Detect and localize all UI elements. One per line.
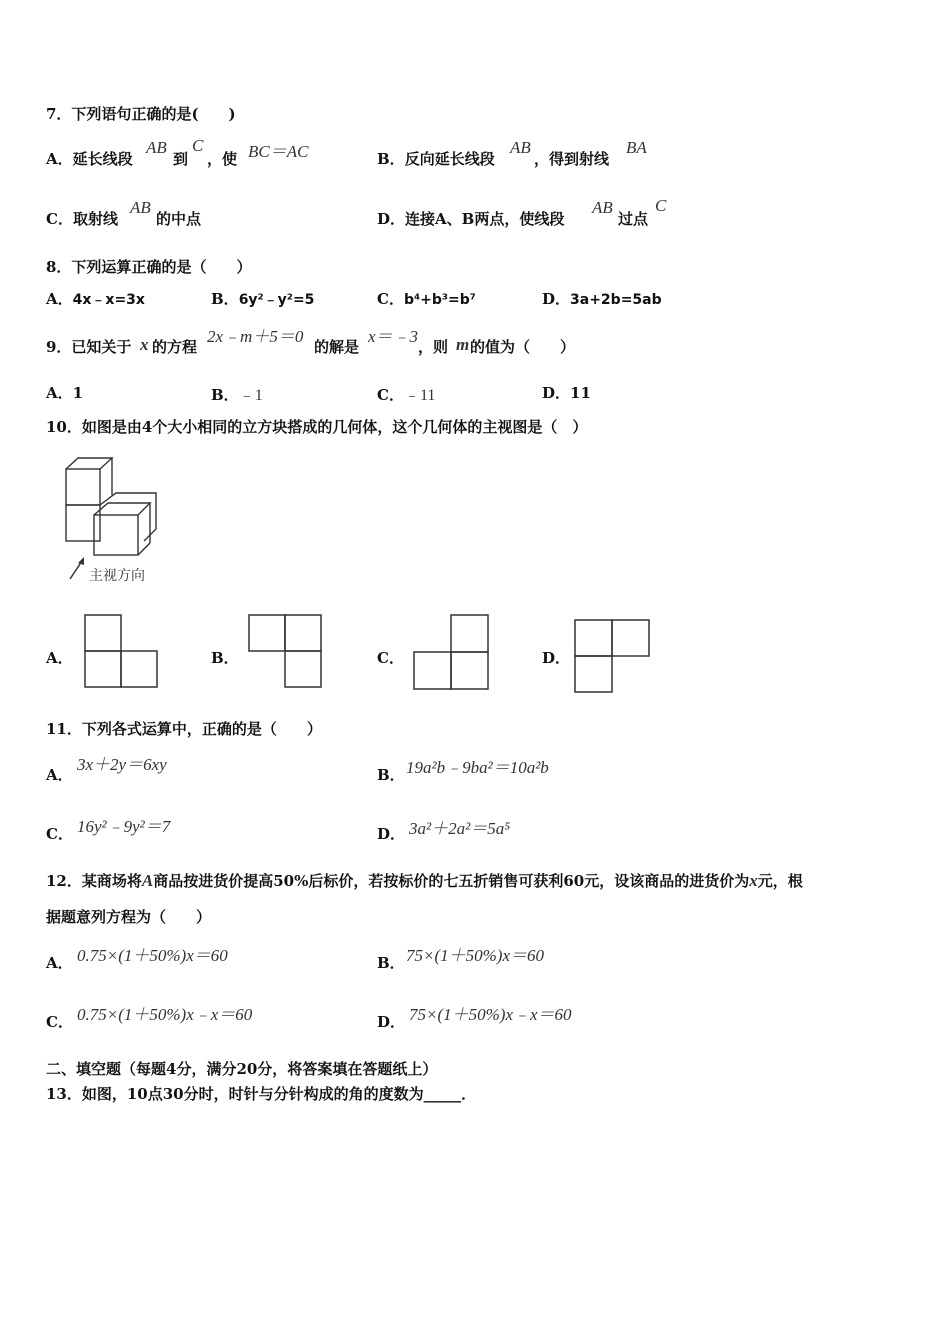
q10-option-b-label: B． bbox=[211, 649, 239, 667]
q9-text1: 9．已知关于 bbox=[46, 338, 132, 356]
q9-equation: 2x﹣m＋5＝0 bbox=[207, 327, 304, 346]
q8-option-c: C．b⁴+b³=b⁷ bbox=[377, 290, 476, 308]
q12-option-d-expr: 75×(1＋50%)x﹣x＝60 bbox=[409, 1005, 572, 1024]
q8-stem: 8．下列运算正确的是（ ） bbox=[46, 258, 252, 276]
q8-option-a: A．4x﹣x=3x bbox=[46, 290, 145, 308]
q9-math1: x bbox=[140, 335, 149, 354]
q10-option-d-label: D． bbox=[542, 649, 571, 667]
q8-option-b: B．6y²﹣y²=5 bbox=[211, 290, 315, 308]
q9-solution: x＝﹣3 bbox=[368, 327, 419, 346]
section2-title: 二、填空题（每题4分，满分20分，将答案填在答题纸上） bbox=[46, 1060, 438, 1078]
q11-option-c-expr: 16y²﹣9y²＝7 bbox=[77, 817, 171, 836]
q11-option-a-expr: 3x＋2y＝6xy bbox=[77, 755, 167, 774]
q9-option-d: D．11 bbox=[542, 384, 591, 402]
q8-option-d: D．3a+2b=5ab bbox=[542, 290, 662, 308]
q11-option-c-label: C． bbox=[46, 825, 73, 843]
q12-line2: 据题意列方程为（ ） bbox=[46, 908, 212, 926]
q12-option-c-label: C． bbox=[46, 1013, 73, 1031]
q7d-math1: AB bbox=[592, 198, 613, 217]
q10-option-c-label: C． bbox=[377, 649, 404, 667]
q7-option-b: B．反向延长线段 bbox=[377, 150, 495, 168]
q10-option-a-label: A． bbox=[46, 649, 73, 667]
q12-option-a-expr: 0.75×(1＋50%)x＝60 bbox=[77, 946, 228, 965]
q13-stem: 13．如图，10点30分时，时针与分针构成的角的度数为_____． bbox=[46, 1085, 477, 1103]
q9-math4: m bbox=[456, 335, 470, 354]
option-label: B． bbox=[377, 150, 405, 168]
q10-option-a-view bbox=[84, 614, 158, 688]
q12-line1: 12．某商场将A商品按进货价提高50%后标价，若按标价的七五折销售可获利60元，设该商品的进货价为x元，根 bbox=[46, 871, 803, 890]
q7d-text2: 过点 bbox=[618, 210, 649, 228]
q11-option-b-label: B． bbox=[377, 766, 405, 784]
q9-text2: 的方程 bbox=[152, 338, 198, 356]
q11-stem: 11．下列各式运算中，正确的是（ ） bbox=[46, 720, 322, 738]
q10-option-d-view bbox=[574, 619, 650, 693]
q12-option-b-label: B． bbox=[377, 954, 405, 972]
q11-option-b-expr: 19a²b﹣9ba²＝10a²b bbox=[406, 758, 549, 777]
q10-stem: 10．如图是由4个大小相同的立方块搭成的几何体，这个几何体的主视图是（ ） bbox=[46, 418, 588, 436]
q12-option-a-label: A． bbox=[46, 954, 73, 972]
option-label: C． bbox=[46, 210, 73, 228]
option-label: D． bbox=[377, 210, 406, 228]
q7-option-d: D．连接A、B两点，使线段 bbox=[377, 210, 565, 228]
q7-stem: 7．下列语句正确的是( ) bbox=[46, 105, 236, 123]
q7c-math1: AB bbox=[130, 198, 151, 217]
q9-text5: 的值为（ ） bbox=[470, 338, 576, 356]
q12-option-b-expr: 75×(1＋50%)x＝60 bbox=[406, 946, 545, 965]
q7a-text3: ，使 bbox=[207, 150, 238, 168]
q10-option-b-view bbox=[248, 614, 322, 688]
q9-option-c: C．﹣11 bbox=[377, 386, 436, 404]
q7b-math2: BA bbox=[626, 138, 647, 157]
q12-option-d-label: D． bbox=[377, 1013, 406, 1031]
q11-option-d-label: D． bbox=[377, 825, 406, 843]
q7a-text2: 到 bbox=[173, 150, 189, 168]
option-label: A． bbox=[46, 150, 73, 168]
view-direction-arrow-icon bbox=[70, 557, 84, 579]
q11-option-d-expr: 3a²＋2a²＝5a⁵ bbox=[409, 819, 511, 838]
q7a-math1: AB bbox=[146, 138, 167, 157]
q7a-math3: BC＝AC bbox=[248, 142, 309, 161]
q10-figure-caption: 主视方向 bbox=[89, 568, 145, 584]
q9-text3: 的解是 bbox=[314, 338, 360, 356]
q9-option-b: B．﹣1 bbox=[211, 386, 263, 404]
q7-option-c: C．取射线 bbox=[46, 210, 118, 228]
q10-option-c-view bbox=[413, 614, 489, 690]
q9-option-a: A．1 bbox=[46, 384, 84, 402]
q7d-math2: C bbox=[655, 196, 667, 215]
q7b-text2: ，得到射线 bbox=[534, 150, 610, 168]
q7c-text2: 的中点 bbox=[156, 210, 202, 228]
q7-option-a: A．延长线段 bbox=[46, 150, 133, 168]
q7a-math2: C bbox=[192, 136, 204, 155]
q12-option-c-expr: 0.75×(1＋50%)x﹣x＝60 bbox=[77, 1005, 253, 1024]
q7b-math1: AB bbox=[510, 138, 531, 157]
q9-text4: ，则 bbox=[418, 338, 449, 356]
q11-option-a-label: A． bbox=[46, 766, 73, 784]
